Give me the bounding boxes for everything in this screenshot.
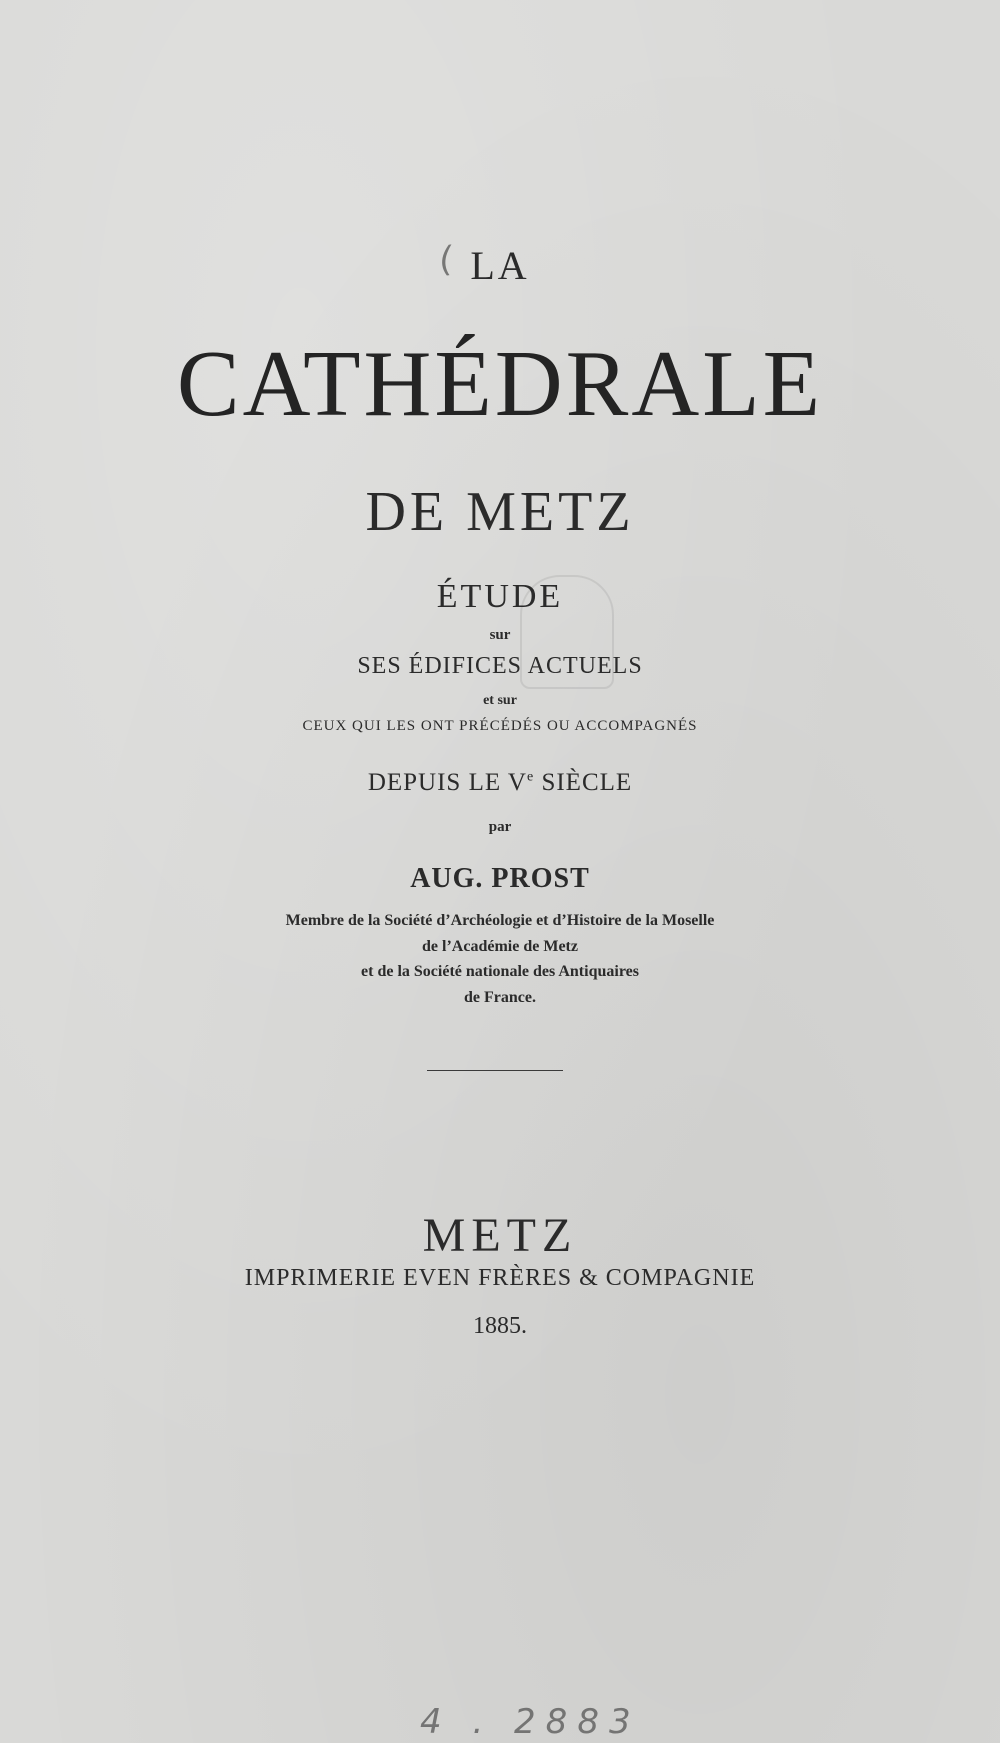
title-article: LA	[470, 243, 530, 288]
affiliation-line: et de la Société nationale des Antiquaires	[361, 963, 639, 980]
subtitle: DE METZ	[365, 481, 635, 543]
connector-sur: sur	[489, 627, 511, 643]
century-suffix: SIÈCLE	[534, 769, 633, 796]
century-superscript: e	[526, 769, 535, 785]
affiliation-line: Membre de la Société d’Archéologie et d’Histoire de la Moselle	[285, 912, 715, 929]
author-name: AUG. PROST	[410, 863, 590, 894]
study-heading: ÉTUDE	[436, 578, 564, 615]
affiliation-line: de l’Académie de Metz	[422, 938, 578, 955]
pencil-mark: (	[436, 239, 455, 281]
predecessors-line: CEUX QUI LES ONT PRÉCÉDÉS OU ACCOMPAGNÉS	[302, 718, 698, 734]
century-prefix: DEPUIS LE V	[367, 769, 527, 796]
imprint-year: 1885.	[473, 1313, 527, 1339]
horizontal-rule	[427, 1070, 563, 1071]
century-line	[0, 769, 1000, 797]
edifices-line: SES ÉDIFICES ACTUELS	[357, 653, 643, 679]
imprint-printer: IMPRIMERIE EVEN FRÈRES & COMPAGNIE	[244, 1265, 756, 1291]
connector-par: par	[488, 819, 512, 835]
pencil-shelf-note: 4 . 2883	[420, 1702, 641, 1742]
connector-et-sur: et sur	[483, 693, 517, 708]
main-title: CATHÉDRALE	[176, 332, 824, 436]
imprint-city: METZ	[422, 1209, 578, 1262]
affiliation-line: de France.	[464, 989, 536, 1006]
